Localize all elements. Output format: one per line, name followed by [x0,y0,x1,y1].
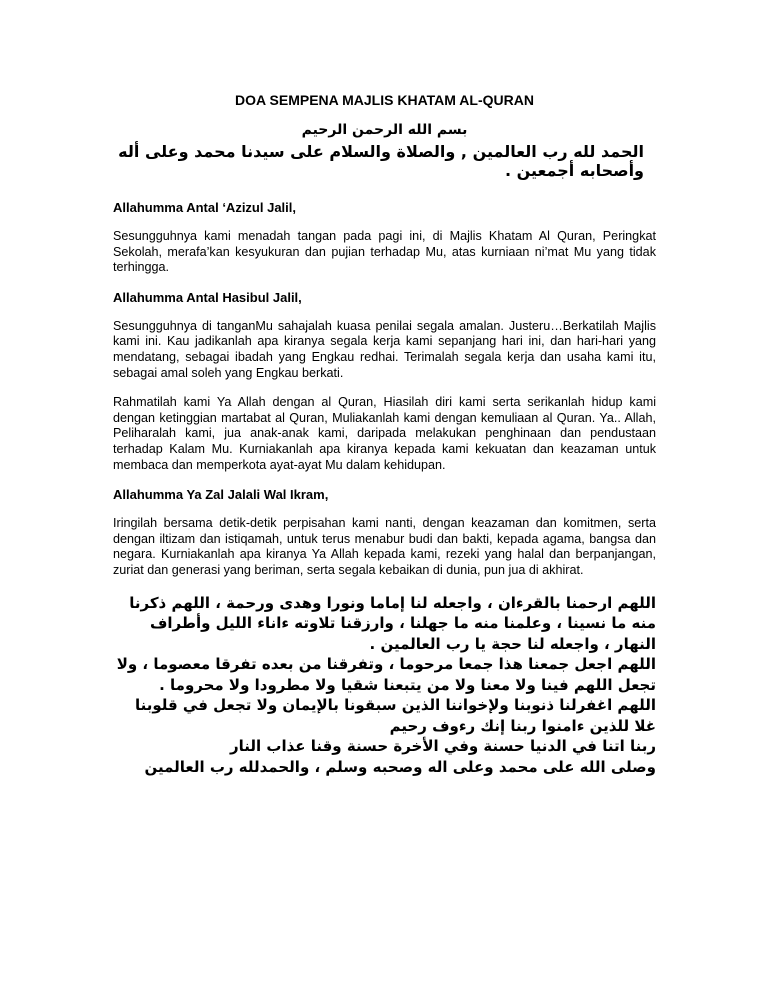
section-heading: Allahumma Ya Zal Jalali Wal Ikram, [113,487,329,503]
paragraph: Sesungguhnya di tanganMu sahajalah kuasa penilai segala amalan. Justeru…Berkatilah Majlis kami ini. Kau jadikanlah apa kiranya segala kerja kami sepanjang hari ini, dan hari-hari yang mendatang, sebagai ibadah yang Engkau redhai. Terimalah segala kerja dan usaha kami itu, sebagai amal soleh yang Engkau berkati. [113,318,656,380]
paragraph: Iringilah bersama detik-detik perpisahan kami nanti, dengan keazaman dan komitmen, serta dengan iltizam dan istiqamah, untuk terus menabur budi dan bakti, kepada agama, bangsa dan negara. Kurniakanlah apa kiranya Ya Allah kepada kami, rezeki yang halal dan berpanjangan, zuriat dan generasi yang beriman, serta segala kebaikan di dunia, pun jua di akhirat. [113,516,656,577]
doa-line: وصلى الله على محمد وعلى اله وصحبه وسلم ، والحمدلله رب العالمين [144,757,656,776]
doa-line: اللهم ارحمنا بالقرءان ، واجعله لنا إماما ونورا وهدى ورحمة ، اللهم ذكرنا منه ما نسينا ، وعلمنا منه ما جهلنا ، وارزقنا تلاوته ءاناء الليل وأطراف النهار ، واجعله لنا حجة يا رب العالمين . [129,593,656,653]
paragraph: Sesungguhnya kami menadah tangan pada pagi ini, di Majlis Khatam Al Quran, Peringkat Sekolah, merafa’kan kesyukuran dan pujian terhadap Mu, atas kurniaan ni’mat Mu yang tidak terhingga. [113,229,656,275]
doa-line: اللهم اجعل جمعنا هذا جمعا مرحوما ، وتفرقنا من بعده تفرقا معصوما ، ولا تجعل اللهم فينا ولا معنا ولا من يتبعنا شقيا ولا مطرودا ولا محروما . [116,655,656,694]
basmala: بسم الله الرحمن الرحيم [301,122,468,138]
section-heading: Allahumma Antal Hasibul Jalil, [113,289,302,305]
closing-doa [113,593,656,778]
doa-line: ربنا اتنا في الدنيا حسنة وفي الأخرة حسنة وقنا عذاب النار [229,737,656,755]
document-title: DOA SEMPENA MAJLIS KHATAM AL-QURAN [235,92,534,108]
section-heading: Allahumma Antal ‘Azizul Jalil, [113,200,296,215]
opening-praise: الحمد لله رب العالمين , والصلاة والسلام على سيدنا محمد وعلى أله وأصحابه أجمعين . [118,142,644,180]
paragraph: Rahmatilah kami Ya Allah dengan al Quran, Hiasilah diri kami serta serikanlah hidup kami dengan ketinggian martabat al Quran, Muliakanlah kami dengan kemuliaan al Quran. Ya.. Allah, Peliharalah kami, jua anak-anak kami, daripada melakukan penghinaan dan pendustaan terhadap Kalam Mu. Kurniakanlah apa kiranya kepada kami kekuatan dan keazaman untuk membaca dan memperkota ayat-ayat Mu dalam kehidupan. [113,395,656,472]
doa-line: اللهم اغفرلنا ذنوبنا ولإخواننا الذين سبقونا بالإيمان ولا تجعل في قلوبنا غلا للذين ءامنوا ربنا إنك رءوف رحيم [134,696,656,735]
